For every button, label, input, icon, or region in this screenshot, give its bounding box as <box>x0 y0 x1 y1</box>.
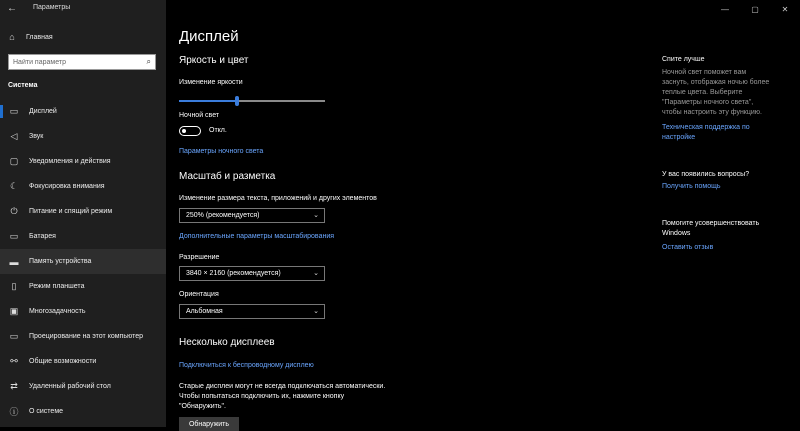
sidebar-item-display[interactable] <box>0 99 166 124</box>
sidebar-nav <box>0 99 166 424</box>
section-label: Система <box>8 82 38 89</box>
moon-icon: ☾ <box>9 181 19 191</box>
brightness-slider[interactable] <box>179 96 325 106</box>
sidebar-item-focus[interactable] <box>0 174 166 199</box>
sidebar-item-label: Батарея <box>29 233 56 240</box>
orientation-label: Ориентация <box>179 291 219 298</box>
description-line: Старые дисплеи могут не всегда подключаться автоматически. <box>179 383 386 390</box>
back-arrow-icon[interactable]: ← <box>7 3 17 14</box>
night-light-toggle[interactable] <box>179 126 201 136</box>
multitask-icon: ▣ <box>9 306 19 316</box>
battery-icon: ▭ <box>9 231 19 241</box>
support-link[interactable]: Техническая поддержка по настройке <box>662 124 750 141</box>
get-help-link[interactable]: Получить помощь <box>662 183 721 190</box>
sidebar-item-label: Дисплей <box>29 108 57 115</box>
sidebar-item-shared[interactable] <box>0 349 166 374</box>
resolution-value: 3840 × 2160 (рекомендуется) <box>186 270 281 277</box>
monitor-icon: ▭ <box>9 106 19 116</box>
window-controls <box>710 0 800 18</box>
sleep-better-title: Спите лучше <box>662 56 705 63</box>
feedback-link[interactable]: Оставить отзыв <box>662 244 714 251</box>
home-icon: ⌂ <box>9 32 15 42</box>
detect-button[interactable]: Обнаружить <box>179 417 239 431</box>
sidebar-item-label: Фокусировка внимания <box>29 183 105 190</box>
slider-thumb[interactable] <box>235 96 239 106</box>
sleep-better-text: Ночной свет поможет вам заснуть, отображая ночью более теплые цвета. Выберите "Параметры ночного света", чтобы настроить эту функцию. <box>662 69 770 116</box>
storage-icon: ▬ <box>9 256 19 267</box>
improve-windows-title: Помогите усовершенствовать Windows <box>662 220 760 237</box>
sidebar-item-multitasking[interactable] <box>0 299 166 324</box>
sidebar-item-about[interactable] <box>0 399 166 424</box>
sidebar-item-label: Проецирование на этот компьютер <box>29 333 143 340</box>
brightness-label: Изменение яркости <box>179 79 243 86</box>
night-light-settings-link[interactable]: Параметры ночного света <box>179 148 264 155</box>
sidebar-item-storage[interactable] <box>0 249 166 274</box>
minimize-icon[interactable]: — <box>721 4 729 14</box>
sidebar-item-label: Многозадачность <box>29 308 86 315</box>
orientation-dropdown[interactable] <box>179 304 325 319</box>
close-icon[interactable]: ✕ <box>781 4 789 14</box>
sidebar-item-notifications[interactable] <box>0 149 166 174</box>
resolution-label: Разрешение <box>179 254 220 261</box>
brightness-section-title: Яркость и цвет <box>179 55 249 66</box>
questions-title: У вас появились вопросы? <box>662 171 750 178</box>
chevron-down-icon: ⌄ <box>313 270 319 277</box>
scale-value: 250% (рекомендуется) <box>186 212 260 219</box>
scale-label: Изменение размера текста, приложений и других элементов <box>179 195 377 202</box>
wireless-display-link[interactable]: Подключиться к беспроводному дисплею <box>179 362 314 369</box>
home-nav-item[interactable] <box>7 32 53 42</box>
speaker-icon: ◁ <box>10 131 18 141</box>
maximize-icon[interactable]: ▢ <box>751 4 759 14</box>
share-icon: ⚯ <box>10 356 18 366</box>
search-input[interactable] <box>9 56 138 68</box>
power-icon: ⏻ <box>10 206 18 216</box>
search-box[interactable] <box>8 54 156 70</box>
page-title: Дисплей <box>179 28 239 45</box>
sidebar-item-label: О системе <box>29 408 64 415</box>
sidebar-item-label: Уведомления и действия <box>29 158 111 165</box>
home-label: Главная <box>26 33 53 41</box>
app-title: Параметры <box>33 4 71 11</box>
sidebar-item-label: Удаленный рабочий стол <box>29 383 111 390</box>
sidebar-item-label: Питание и спящий режим <box>29 208 113 215</box>
slider-fill <box>179 100 237 102</box>
project-icon: ▭ <box>9 331 19 341</box>
scale-section-title: Масштаб и разметка <box>179 171 276 182</box>
sidebar-item-sound[interactable] <box>0 124 166 149</box>
multi-display-description <box>179 382 409 412</box>
resolution-dropdown[interactable] <box>179 266 325 281</box>
tablet-icon: ▯ <box>11 281 17 291</box>
scale-dropdown[interactable] <box>179 208 325 223</box>
chevron-down-icon: ⌄ <box>313 308 319 315</box>
main-content <box>179 0 629 427</box>
sidebar <box>0 0 166 427</box>
orientation-value: Альбомная <box>186 308 223 315</box>
search-icon[interactable]: ⌕ <box>146 57 151 66</box>
chevron-down-icon: ⌄ <box>313 212 319 219</box>
toggle-knob <box>182 129 186 133</box>
sidebar-item-battery[interactable] <box>0 224 166 249</box>
sidebar-item-label: Память устройства <box>29 258 92 265</box>
info-icon: ⓘ <box>9 407 19 417</box>
description-line: Чтобы попытаться подключить их, нажмите кнопку <box>179 393 345 400</box>
sidebar-item-label: Режим планшета <box>29 283 85 290</box>
sidebar-item-projecting[interactable] <box>0 324 166 349</box>
remote-icon: ⇄ <box>10 381 18 391</box>
advanced-scaling-link[interactable]: Дополнительные параметры масштабирования <box>179 233 335 240</box>
sidebar-item-label: Общие возможности <box>29 358 97 365</box>
multi-display-section-title: Несколько дисплеев <box>179 337 275 348</box>
night-light-state: Откл. <box>209 127 227 134</box>
sidebar-item-tablet[interactable] <box>0 274 166 299</box>
sidebar-item-remote-desktop[interactable] <box>0 374 166 399</box>
night-light-label: Ночной свет <box>179 112 220 119</box>
sidebar-item-power[interactable] <box>0 199 166 224</box>
notification-icon: ▢ <box>9 156 19 166</box>
sidebar-item-label: Звук <box>29 133 44 140</box>
description-line: "Обнаружить". <box>179 403 226 410</box>
